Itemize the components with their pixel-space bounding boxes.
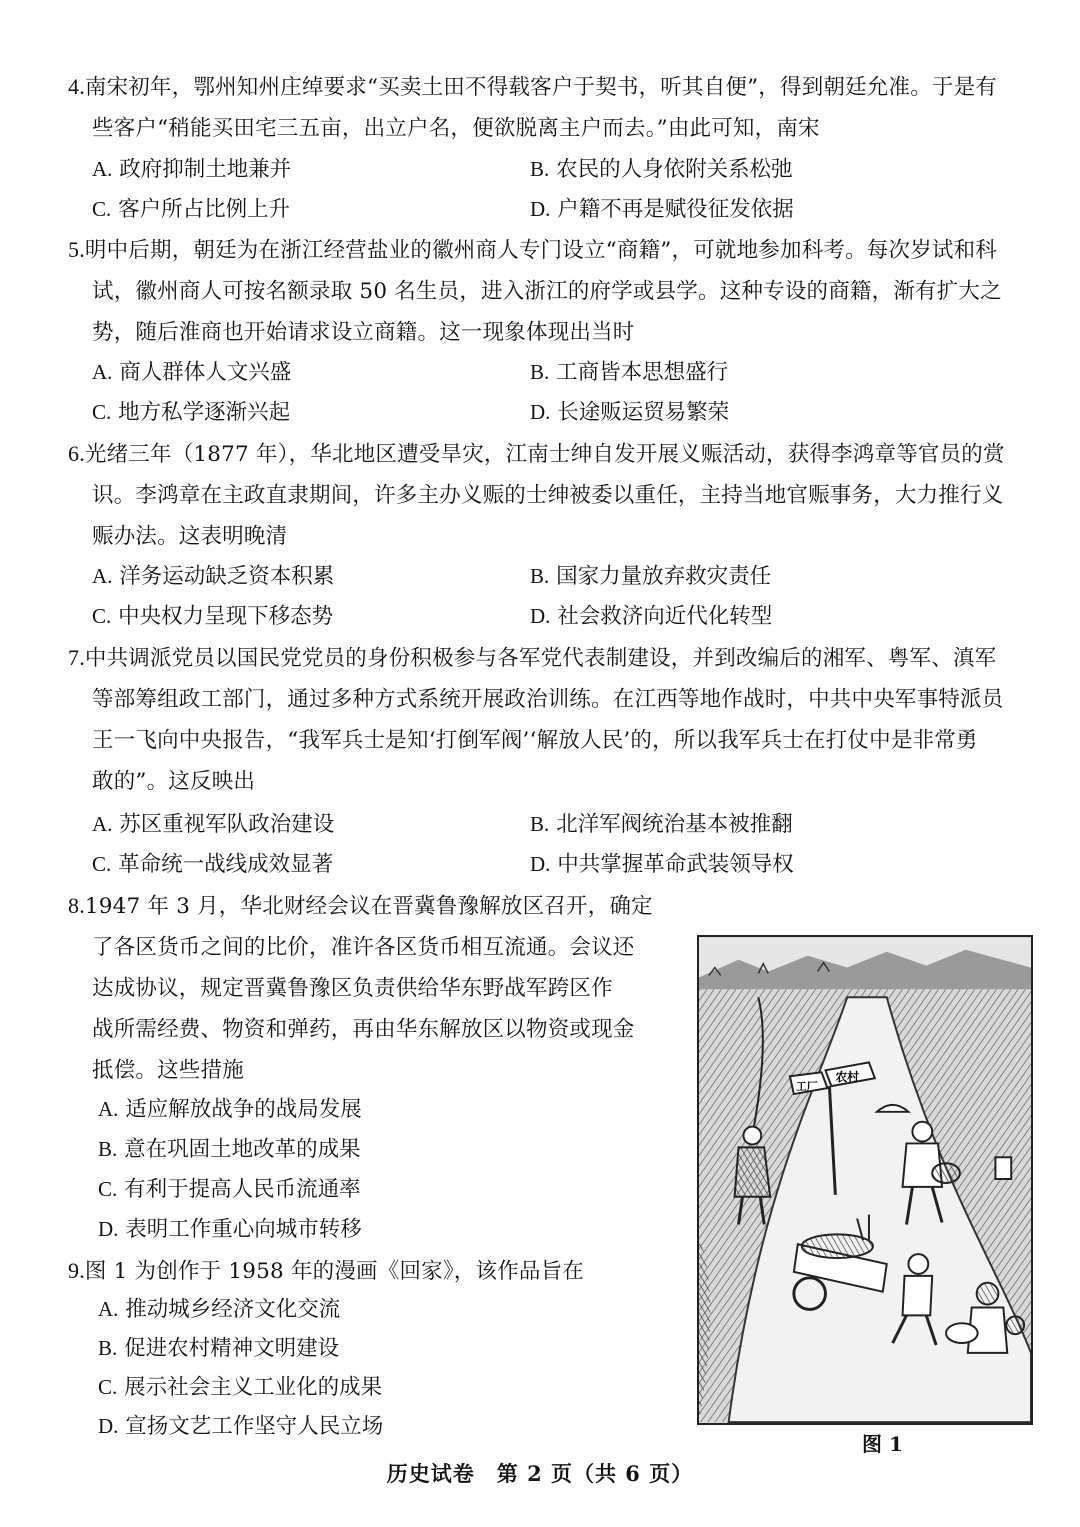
stem-line: 敢的”。这反映出 (92, 769, 256, 794)
option-letter: D. (530, 852, 551, 876)
option-b[interactable] (530, 352, 728, 393)
option-a[interactable] (92, 352, 291, 393)
question-number: 9. (68, 1258, 85, 1283)
stem-line: 达成协议，规定晋冀鲁豫区负责供给华东野战军跨区作 (92, 976, 613, 1001)
option-text: 长途贩运贸易繁荣 (557, 400, 730, 425)
option-c[interactable] (98, 1367, 382, 1408)
option-text: 社会救济向近代化转型 (557, 604, 773, 629)
option-letter: D. (98, 1414, 119, 1438)
option-letter: C. (92, 197, 112, 221)
option-c[interactable] (98, 1169, 361, 1210)
stem-line: 1947 年 3 月，华北财经会议在晋冀鲁豫解放区召开，确定 (84, 894, 653, 919)
stem-line: 试，徽州商人可按名额录取 50 名生员，进入浙江的府学或县学。这种专设的商籍，渐有扩大之 (92, 279, 1002, 304)
option-text: 农民的人身依附关系松弛 (556, 157, 793, 182)
question-4-stem (68, 66, 1048, 149)
option-text: 表明工作重心向城市转移 (125, 1217, 362, 1242)
option-letter: A. (92, 564, 113, 588)
option-text: 展示社会主义工业化的成果 (124, 1375, 383, 1400)
option-d[interactable] (530, 392, 729, 433)
option-text: 客户所占比例上升 (118, 197, 291, 222)
option-a[interactable] (98, 1289, 340, 1330)
option-letter: B. (98, 1137, 118, 1161)
question-7-stem (68, 637, 1048, 802)
stem-line: 势，随后淮商也开始请求设立商籍。这一现象体现出当时 (92, 320, 635, 345)
option-text: 中共掌握革命武装领导权 (557, 852, 794, 877)
stem-line: 赈办法。这表明晚清 (92, 524, 288, 549)
cartoon-figure (697, 935, 1033, 1425)
option-a[interactable] (98, 1089, 362, 1130)
cartoon-illustration (699, 937, 1031, 1423)
figure-caption: 图 1 (862, 1432, 903, 1456)
option-text: 有利于提高人民币流通率 (124, 1177, 361, 1202)
stem-line: 中共调派党员以国民党党员的身份积极参与各军党代表制建设，并到改编后的湘军、粤军、滇军 (84, 646, 997, 671)
stem-line: 抵偿。这些措施 (92, 1058, 244, 1083)
option-letter: A. (92, 360, 113, 384)
stem-line: 些客户“稍能买田宅三五亩，出立户名，便欲脱离主户而去。”由此可知，南宋 (92, 116, 820, 141)
option-text: 洋务运动缺乏资本积累 (119, 564, 335, 589)
option-text: 户籍不再是赋役征发依据 (557, 197, 794, 222)
option-text: 革命统一战线成效显著 (118, 852, 334, 877)
option-b[interactable] (98, 1129, 361, 1170)
option-c[interactable] (92, 392, 290, 433)
stem-line: 明中后期，朝廷为在浙江经营盐业的徽州商人专门设立“商籍”，可就地参加科考。每次岁试和科 (84, 238, 997, 263)
option-letter: C. (98, 1177, 118, 1201)
option-letter: B. (98, 1336, 118, 1360)
option-a[interactable] (92, 556, 334, 597)
option-letter: D. (530, 400, 551, 424)
option-letter: C. (98, 1375, 118, 1399)
option-d[interactable] (530, 844, 794, 885)
option-letter: A. (92, 157, 113, 181)
option-a[interactable] (92, 149, 291, 190)
question-9-stem (68, 1250, 678, 1292)
page-footer: 历史试卷 第 2 页（共 6 页） (386, 1461, 694, 1486)
stem-line: 王一飞向中央报告，“我军兵士是知‘打倒军阀’‘解放人民’的，所以我军兵士在打仗中是非常勇 (92, 728, 978, 753)
option-text: 意在巩固土地改革的成果 (124, 1137, 361, 1162)
option-text: 促进农村精神文明建设 (124, 1336, 340, 1361)
option-c[interactable] (92, 596, 333, 637)
option-text: 国家力量放弃救灾责任 (556, 564, 772, 589)
stem-line: 了各区货币之间的比价，准许各区货币相互流通。会议还 (92, 935, 635, 960)
question-6-stem (68, 433, 1048, 557)
option-letter: D. (530, 604, 551, 628)
option-letter: B. (530, 564, 550, 588)
option-d[interactable] (530, 189, 794, 230)
option-letter: D. (98, 1217, 119, 1241)
option-text: 商人群体人文兴盛 (119, 360, 292, 385)
option-d[interactable] (98, 1209, 362, 1250)
option-text: 北洋军阀统治基本被推翻 (556, 812, 793, 837)
signpost-village-label: 农村 (835, 1070, 860, 1085)
option-text: 适应解放战争的战局发展 (125, 1097, 362, 1122)
option-letter: A. (98, 1097, 119, 1121)
stem-line: 南宋初年，鄂州知州庄绰要求“买卖土田不得载客户于契书，听其自便”，得到朝廷允准。于是有 (84, 75, 997, 100)
question-8-stem (68, 885, 678, 1091)
stem-line: 识。李鸿章在主政直隶期间，许多主办义赈的士绅被委以重任，主持当地官赈事务，大力推行义 (92, 483, 1004, 508)
option-text: 地方私学逐渐兴起 (118, 400, 291, 425)
option-letter: B. (530, 812, 550, 836)
option-b[interactable] (530, 556, 771, 597)
option-d[interactable] (98, 1406, 383, 1447)
option-a[interactable] (92, 804, 334, 845)
option-letter: B. (530, 360, 550, 384)
option-letter: A. (98, 1297, 119, 1321)
option-text: 工商皆本思想盛行 (556, 360, 729, 385)
option-text: 政府抑制土地兼并 (119, 157, 292, 182)
question-number: 8. (68, 893, 85, 918)
option-letter: C. (92, 852, 112, 876)
option-c[interactable] (92, 844, 333, 885)
option-letter: C. (92, 604, 112, 628)
question-number: 7. (68, 645, 85, 670)
stem-line: 光绪三年（1877 年），华北地区遭受旱灾，江南士绅自发开展义赈活动，获得李鸿章等官员的赏 (84, 442, 1005, 467)
question-number: 6. (68, 441, 85, 466)
option-text: 宣扬文艺工作坚守人民立场 (125, 1414, 384, 1439)
option-c[interactable] (92, 189, 290, 230)
question-number: 5. (68, 237, 85, 262)
stem-line: 等部筹组政工部门，通过多种方式系统开展政治训练。在江西等地作战时，中共中央军事特派员 (92, 687, 1004, 712)
question-number: 4. (68, 74, 85, 99)
option-letter: A. (92, 812, 113, 836)
stem-line: 图 1 为创作于 1958 年的漫画《回家》，该作品旨在 (84, 1259, 584, 1284)
question-5-stem (68, 229, 1048, 353)
signpost-factory-label: 工厂 (795, 1080, 818, 1094)
option-text: 苏区重视军队政治建设 (119, 812, 335, 837)
option-letter: D. (530, 197, 551, 221)
option-b[interactable] (98, 1328, 339, 1369)
option-b[interactable] (530, 149, 793, 190)
stem-line: 战所需经费、物资和弹药，再由华东解放区以物资或现金 (92, 1017, 635, 1042)
option-letter: B. (530, 157, 550, 181)
option-d[interactable] (530, 596, 772, 637)
option-text: 中央权力呈现下移态势 (118, 604, 334, 629)
option-text: 推动城乡经济文化交流 (125, 1297, 341, 1322)
option-letter: C. (92, 400, 112, 424)
option-b[interactable] (530, 804, 793, 845)
